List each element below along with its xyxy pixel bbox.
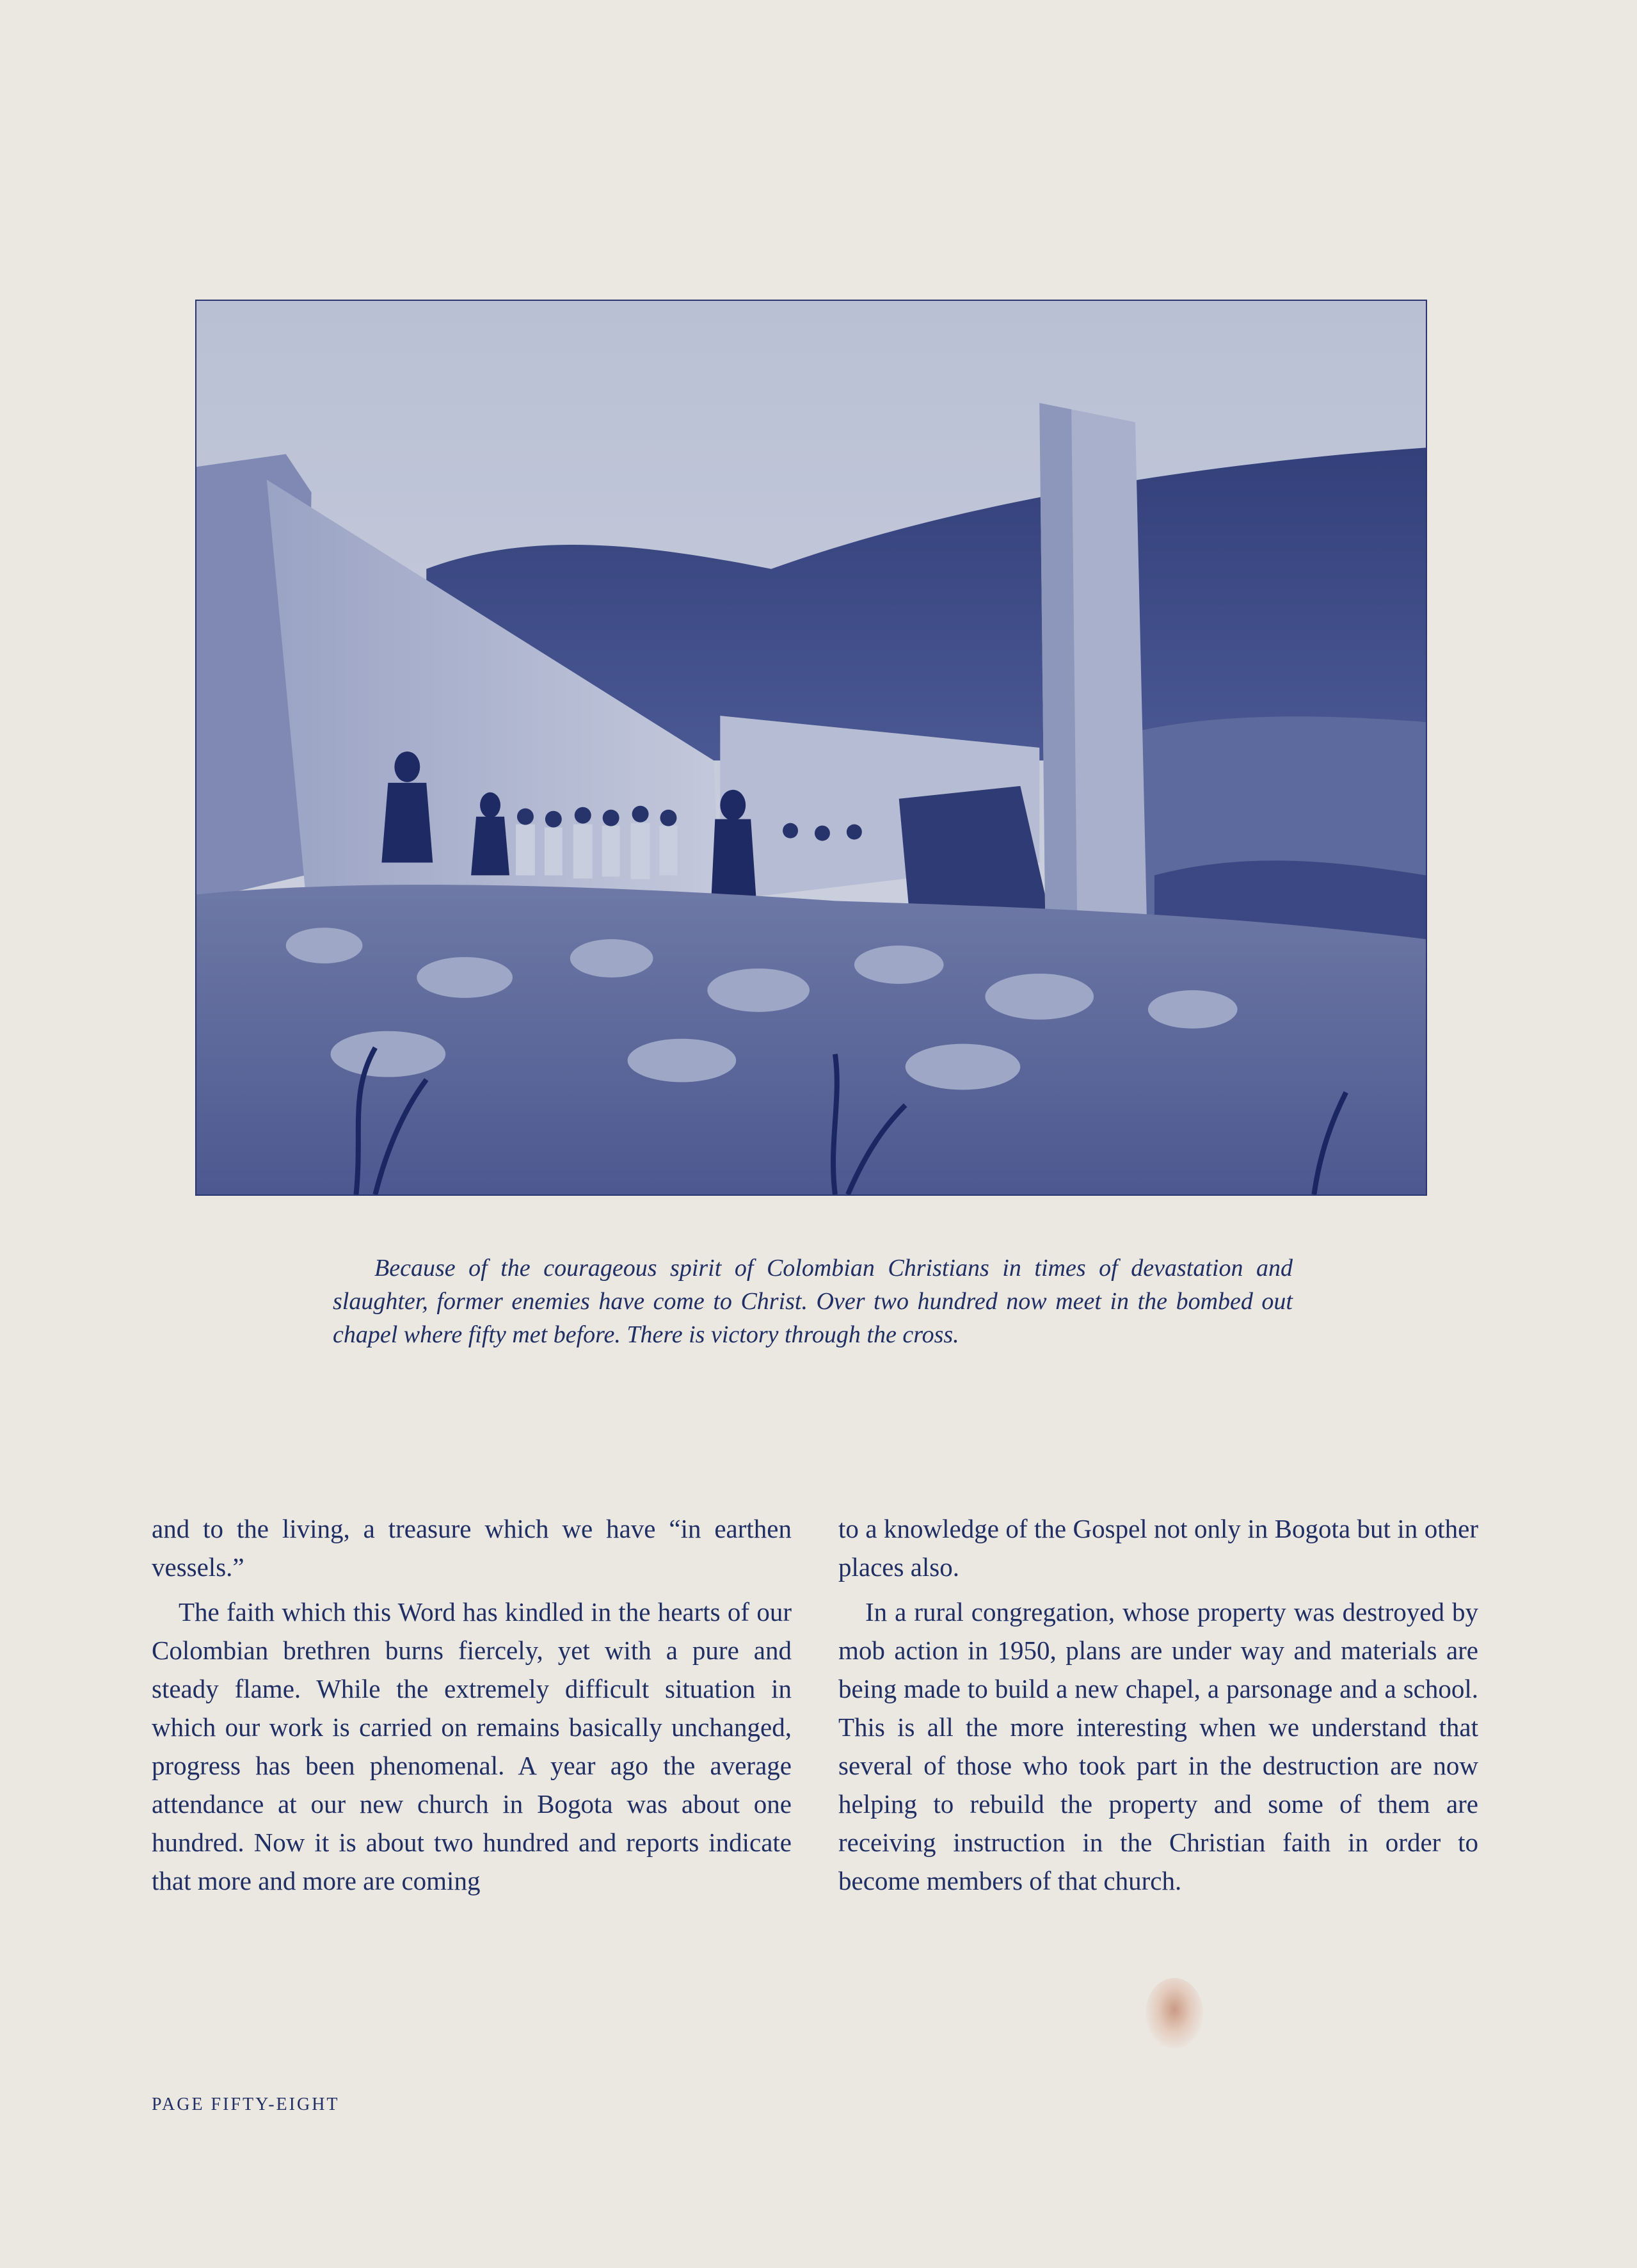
photo-illustration [196, 301, 1426, 1194]
paragraph: In a rural congregation, whose property was destroyed by mob action in 1950, plans are under way and materials are being made to build a new chapel, a parsonage and a school. This is all the more interesting when we understand that several of those who took part in the destruction are now helping to rebuild the property and some of them are receiving instruction in the Christian faith in order to become members of that church. [838, 1597, 1478, 1895]
paragraph: and to the living, a treasure which we have “in earthen vessels.” [152, 1514, 792, 1582]
body-column-right [838, 1509, 1478, 1900]
chapel-ruins-photo [195, 300, 1427, 1196]
paragraph: to a knowledge of the Gospel not only in Bogota but in other places also. [838, 1514, 1478, 1582]
paragraph: The faith which this Word has kindled in the hearts of our Colombian brethren burns fiercely, yet with a pure and steady flame. While the extremely difficult situation in which our work is carried on remains basically unchanged, progress has been phenomenal. A year ago the average attendance at our new church in Bogota was about one hundred. Now it is about two hundred and reports indicate that more and more are coming [152, 1597, 792, 1895]
page-number: PAGE FIFTY-EIGHT [152, 2095, 340, 2114]
photo-caption: Because of the courageous spirit of Colombian Christians in times of devastation and slaughter, former enemies have come to Christ. Over two hundred now meet in the bombed out chapel where fifty met before. There is victory through the cross. [333, 1255, 1293, 1348]
body-column-left [152, 1509, 792, 1900]
paper-stain [1146, 1978, 1203, 2048]
